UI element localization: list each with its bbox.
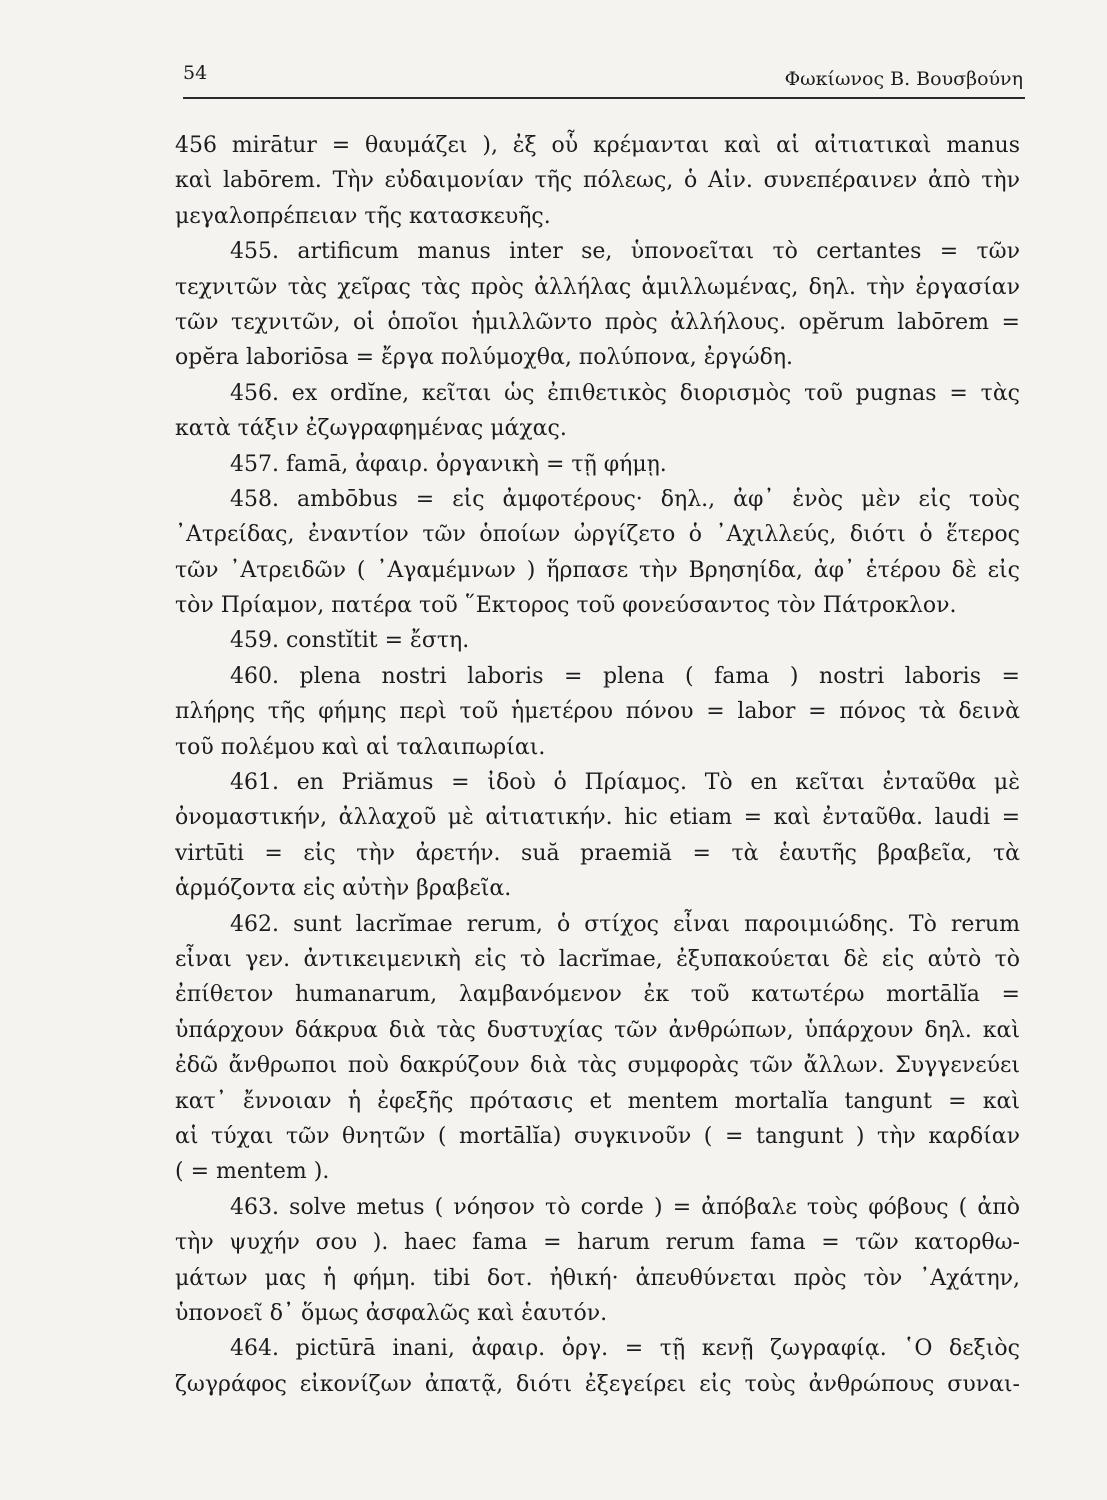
running-head: Φωκίωνος Β. Βουσβούνη: [784, 68, 1023, 90]
text-line: τοῦ πολέμου καὶ αἱ ταλαιπωρίαι.: [175, 734, 546, 760]
text-line: ᾽Ατρείδας, ἐναντίον τῶν ὁποίων ὠργίζετο ὁ ᾽Αχιλλεύς, διότι ὁ ἕτερος: [175, 522, 1020, 548]
text-line: 456. ex ordĭne, κεῖται ὡς ἐπιθετικὸς διορισμὸς τοῦ pugnas = τὰς: [230, 380, 1020, 406]
text-line: 457. famā, ἀφαιρ. ὀργανικὴ = τῇ φήμῃ.: [230, 451, 667, 477]
text-line: ὑπονοεῖ δ᾽ ὅμως ἀσφαλῶς καὶ ἑαυτόν.: [175, 1300, 608, 1326]
text-line: 462. sunt lacrĭmae rerum, ὁ στίχος εἶναι παροιμιώδης. Τὸ rerum: [230, 911, 1020, 937]
text-line: τεχνιτῶν τὰς χεῖρας τὰς πρὸς ἀλλήλας ἁμιλλωμένας, δηλ. τὴν ἐργασίαν: [175, 274, 1020, 300]
text-line: μάτων μας ἡ φήμη. tibi δοτ. ἠθική· ἀπευθύνεται πρὸς τὸν ᾽Αχάτην,: [175, 1265, 1020, 1291]
text-line: 458. ambōbus = εἰς ἀμφοτέρους· δηλ., ἀφ᾽ ἑνὸς μὲν εἰς τοὺς: [230, 486, 1020, 512]
text-line: τὸν Πρίαμον, πατέρα τοῦ ῞Εκτορος τοῦ φονεύσαντος τὸν Πάτροκλον.: [175, 593, 957, 619]
text-line: 456 mirātur = θαυμάζει ), ἐξ οὗ κρέμανται καὶ αἱ αἰτιατικαὶ manus: [175, 133, 1020, 158]
text-line: 461. en Priămus = ἰδοὺ ὁ Πρίαμος. Τὸ en κεῖται ἐνταῦθα μὲ: [230, 770, 1020, 796]
text-line: 455. artificum manus inter se, ὑπονοεῖται τὸ certantes = τῶν: [230, 239, 1020, 265]
text-line: 459. constĭtit = ἔστη.: [230, 628, 470, 654]
text-line: 460. plena nostri laboris = plena ( fama ) nostri laboris =: [230, 663, 1020, 689]
text-line: μεγαλοπρέπειαν τῆς κατασκευῆς.: [175, 203, 551, 229]
text-line: εἶναι γεν. ἀντικειμενικὴ εἰς τὸ lacrĭmae, ἐξυπακούεται δὲ εἰς αὐτὸ τὸ: [175, 946, 1020, 972]
text-line: opĕra laboriōsa = ἔργα πολύμοχθα, πολύπονα, ἐργώδη.: [175, 345, 793, 371]
header-rule: [183, 97, 1025, 99]
text-line: ( = mentem ).: [175, 1159, 330, 1185]
text-line: ἐπίθετον humanarum, λαμβανόμενον ἐκ τοῦ κατωτέρω mortālĭa =: [175, 982, 1020, 1008]
page-header: [183, 62, 1023, 92]
text-line: τῶν τεχνιτῶν, οἱ ὁποῖοι ἡμιλλῶντο πρὸς ἀλλήλους. opĕrum labōrem =: [175, 309, 1020, 335]
text-line: ἐδῶ ἄνθρωποι ποὺ δακρύζουν διὰ τὰς συμφορὰς τῶν ἄλλων. Συγγενεύει: [175, 1053, 1020, 1079]
text-line: αἱ τύχαι τῶν θνητῶν ( mortālĭa) συγκινοῦν ( = tangunt ) τὴν καρδίαν: [175, 1123, 1020, 1149]
text-line: πλήρης τῆς φήμης περὶ τοῦ ἡμετέρου πόνου = labor = πόνος τὰ δεινὰ: [175, 699, 1020, 725]
text-line: τῶν ᾽Ατρειδῶν ( ᾽Αγαμέμνων ) ἥρπασε τὴν Βρησηίδα, ἀφ᾽ ἑτέρου δὲ εἰς: [175, 557, 1020, 583]
text-line: 463. solve metus ( νόησον τὸ corde ) = ἀπόβαλε τοὺς φόβους ( ἀπὸ: [230, 1194, 1020, 1220]
text-line: ὀνομαστικήν, ἀλλαχοῦ μὲ αἰτιατικήν. hic etiam = καὶ ἐνταῦθα. laudi =: [175, 805, 1020, 831]
body-text: [175, 128, 1020, 1402]
text-line: κατὰ τάξιν ἐζωγραφημένας μάχας.: [175, 416, 567, 442]
text-line: ὑπάρχουν δάκρυα διὰ τὰς δυστυχίας τῶν ἀνθρώπων, ὑπάρχουν δηλ. καὶ: [175, 1017, 1020, 1043]
text-line: καὶ labōrem. Τὴν εὐδαιμονίαν τῆς πόλεως, ὁ Αἰν. συνεπέραινεν ἀπὸ τὴν: [175, 168, 1020, 194]
text-line: τὴν ψυχήν σου ). haec fama = harum rerum fama = τῶν κατορθω-: [175, 1230, 1020, 1256]
text-line: ζωγράφος εἰκονίζων ἀπατᾷ, διότι ἐξεγείρει εἰς τοὺς ἀνθρώπους συναι-: [175, 1371, 1020, 1397]
text-line: κατ᾽ ἔννοιαν ἡ ἐφεξῆς πρότασις et mentem mortalĭa tangunt = καὶ: [175, 1088, 1020, 1114]
text-line: virtūti = εἰς τὴν ἀρετήν. suă praemiă = τὰ ἑαυτῆς βραβεῖα, τὰ: [175, 840, 1020, 866]
text-line: 464. pictūrā inani, ἀφαιρ. ὀργ. = τῇ κενῇ ζωγραφίᾳ. ῾Ο δεξιὸς: [230, 1336, 1020, 1362]
text-line: ἁρμόζοντα εἰς αὐτὴν βραβεῖα.: [175, 876, 512, 902]
page-number: 54: [183, 62, 208, 84]
